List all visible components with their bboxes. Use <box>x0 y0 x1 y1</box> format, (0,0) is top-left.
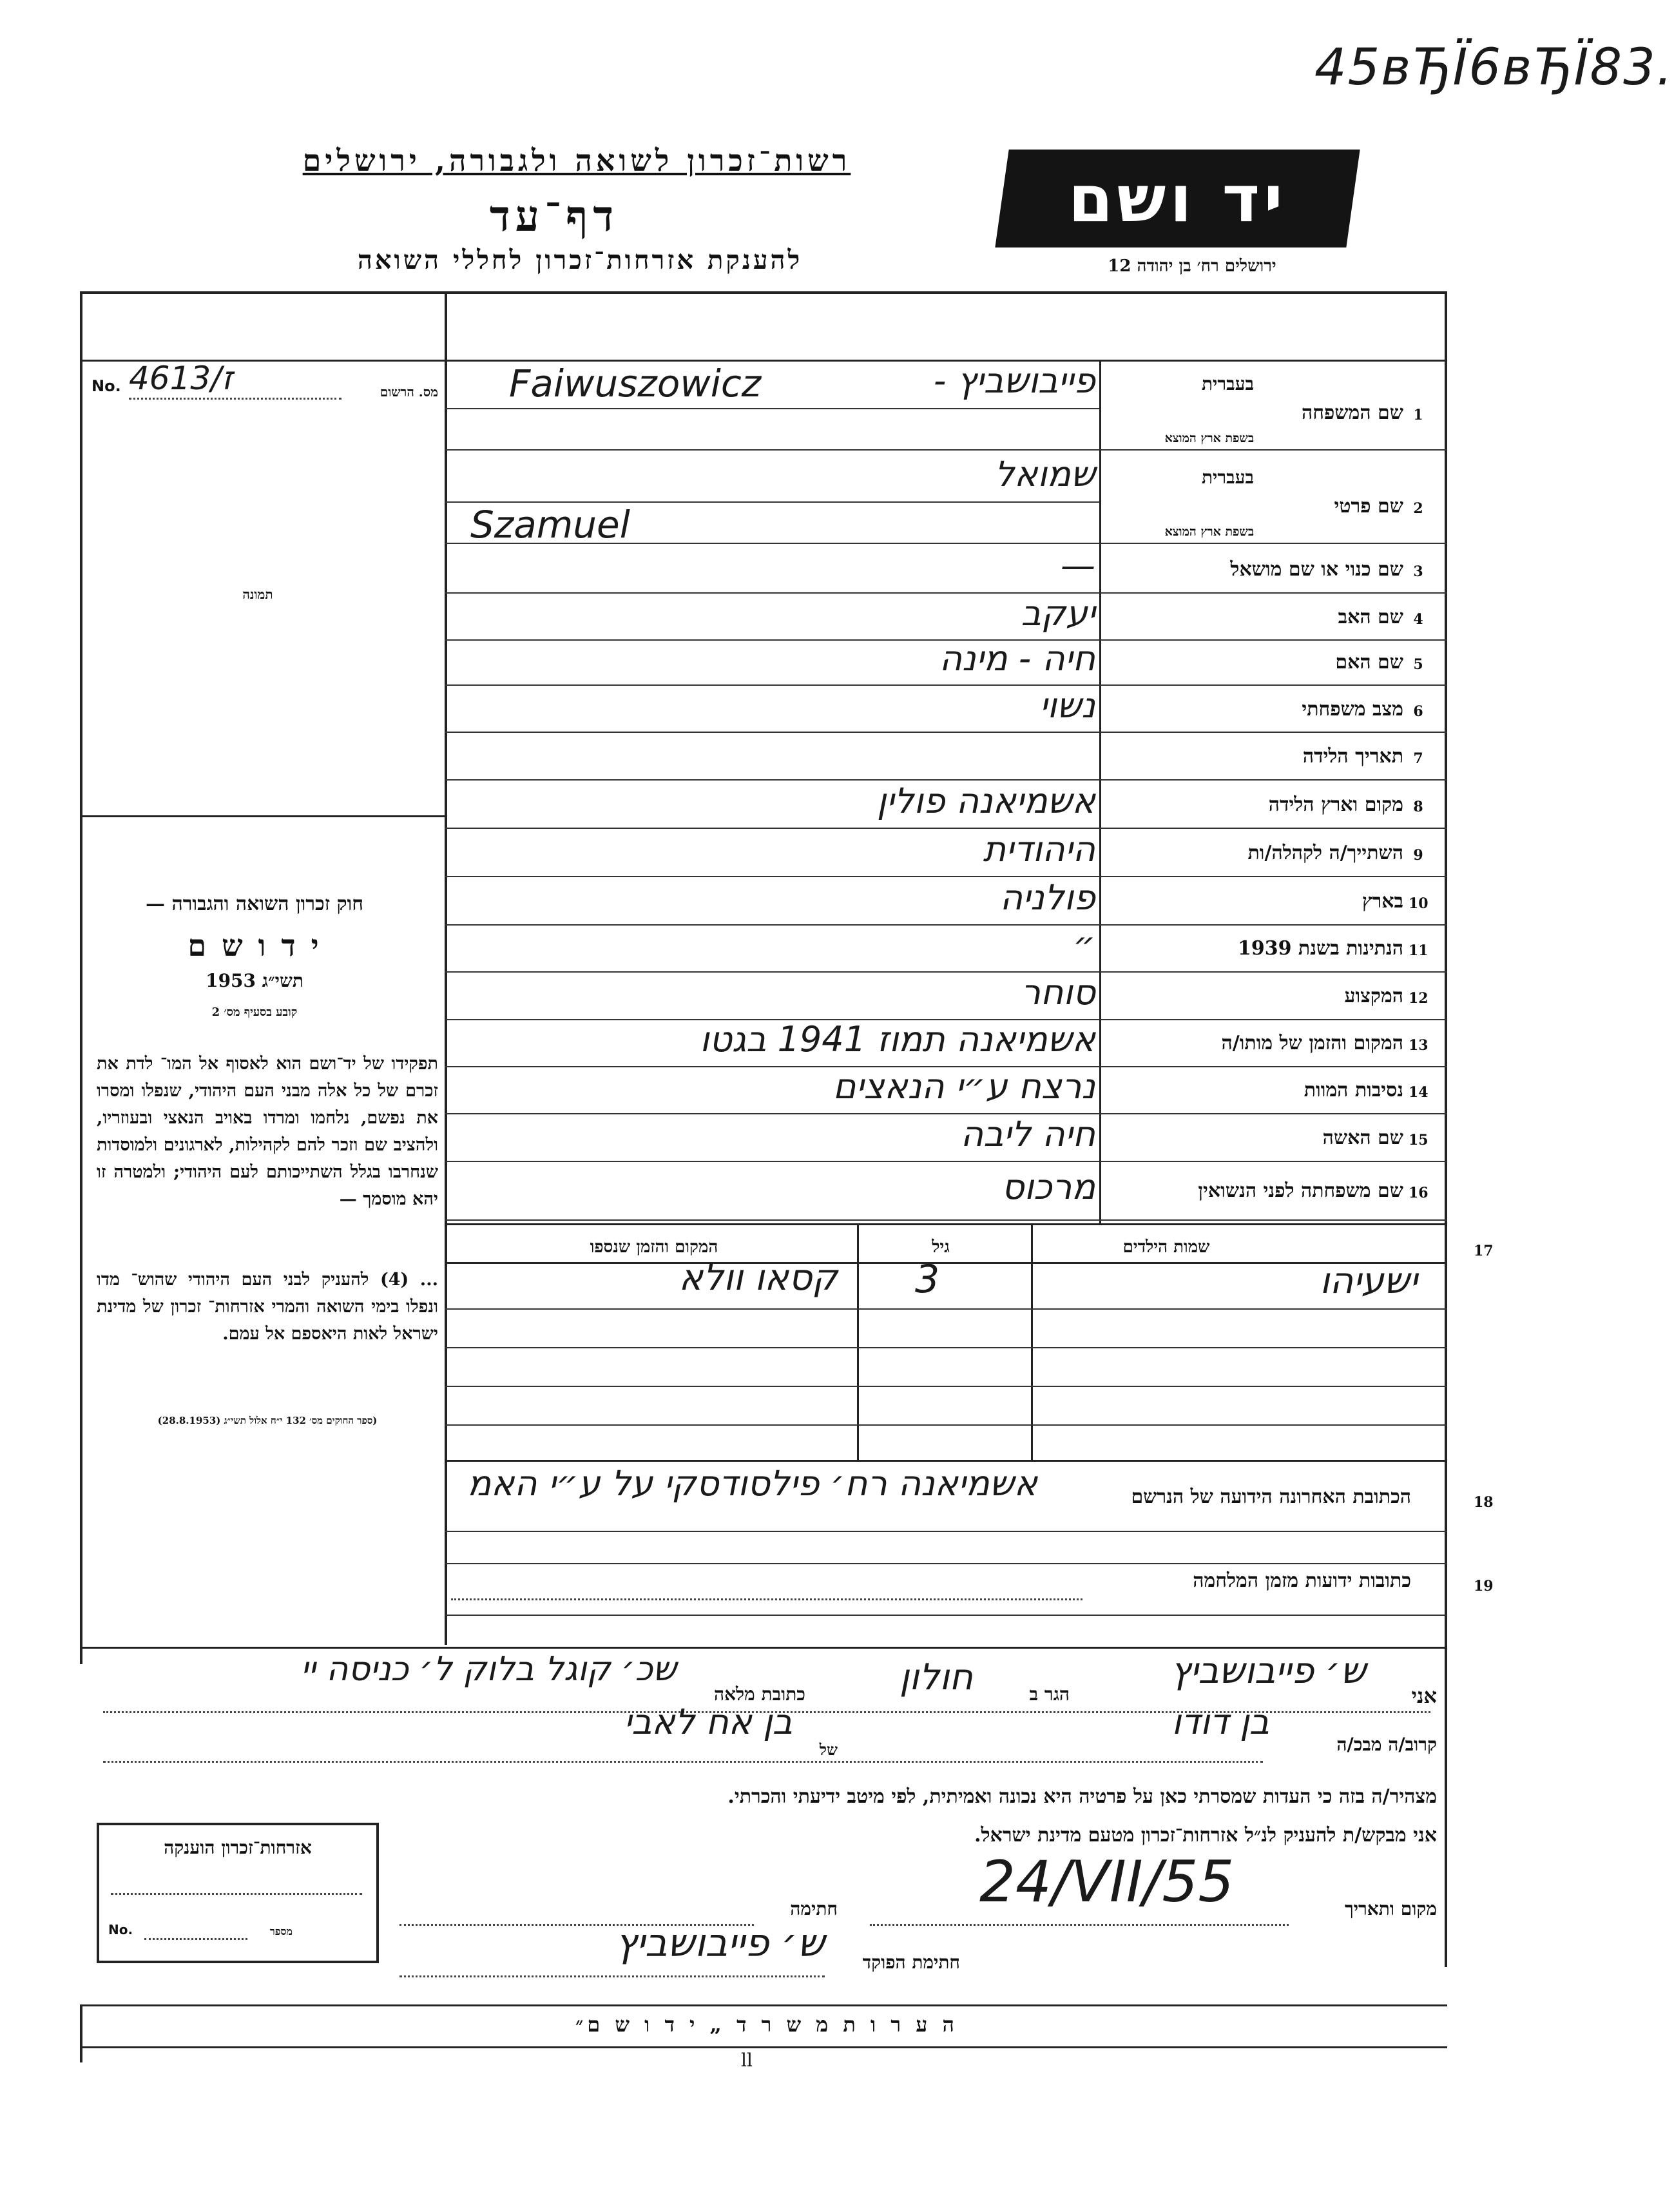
field-sub-hebrew: בעברית <box>1201 467 1254 488</box>
field-label: שם האם <box>1335 651 1403 674</box>
field19-line-1 <box>445 1563 1447 1564</box>
field-label: שם פרטי <box>1334 495 1403 518</box>
field-label: המקצוע <box>1344 985 1403 1007</box>
field-value: חיה ליבה <box>960 1114 1095 1154</box>
field-label: שם האשה <box>1322 1127 1403 1149</box>
logo-address: ירושלים רח׳ בן יהודה 12 <box>1108 257 1276 276</box>
field-row <box>445 924 1447 973</box>
law-name: י ד ו ש ם <box>188 928 322 963</box>
field-row <box>445 454 1447 547</box>
law-source: (ספר החוקים מס׳ 132 י״ח אלול תשי״ג (28.8.1953) <box>157 1415 378 1426</box>
field-label: שם האב <box>1338 606 1403 628</box>
field-row <box>445 1116 1447 1163</box>
field-value-latin: Faiwuszowicz <box>509 362 762 405</box>
field-value: — <box>1061 545 1095 586</box>
children-row-line-1 <box>445 1308 1447 1310</box>
footer-top-line <box>80 2004 1447 2006</box>
decl-of-value: בן אח לאבי <box>624 1702 793 1742</box>
field-num: 13 <box>1409 1037 1429 1054</box>
children-top-line <box>445 1223 1447 1225</box>
field-row <box>445 831 1447 878</box>
field-row-line <box>445 1219 1447 1221</box>
official-sig-label: חתימת הפוקד <box>862 1952 960 1973</box>
form-subtitle: להענקת אזרחות־זכרון לחללי השואה <box>357 245 803 275</box>
field-num: 14 <box>1409 1084 1429 1101</box>
citizenship-no-label: No. <box>108 1922 133 1937</box>
place-date-label: מקום ותאריך <box>1344 1898 1437 1919</box>
decl-resides-label: הגר ב <box>1029 1683 1070 1705</box>
citizenship-number-label: מספר <box>269 1925 293 1937</box>
field19-label: כתובות ידועות מזמן המלחמה <box>1193 1569 1411 1592</box>
children-row-line-3 <box>445 1386 1447 1387</box>
decl-line-2 <box>103 1761 1263 1763</box>
field-row <box>445 1019 1447 1068</box>
field-value: יעקב <box>1021 593 1095 634</box>
children-col-place: המקום והזמן שנספו <box>590 1237 718 1257</box>
field-num: 11 <box>1409 942 1429 959</box>
law-text-2: ... (4) להעניק לבני העם היהודי שהוש־ מדו ונפלו בימי השואה והמרי אזרחות־ זכרון של מדינת ישראל לאות היאספם אל עמם. <box>97 1270 439 1344</box>
field-num: 15 <box>1409 1132 1429 1149</box>
field-num: 5 <box>1413 656 1423 673</box>
field-value: שמואל <box>994 454 1095 494</box>
registration-dots <box>129 398 342 400</box>
photo-label: תמונה <box>242 587 273 602</box>
field-row <box>445 1066 1447 1115</box>
field-row-line <box>445 732 1447 733</box>
office-notes: ה ע ר ו ת מ ש ר ד „ י ד ו ש ם״ <box>575 2012 958 2037</box>
field-num: 9 <box>1413 847 1423 864</box>
citizenship-dots-2 <box>144 1938 247 1940</box>
child-name: ישעיהו <box>1320 1260 1418 1302</box>
law-clause: קובע בסעיף מס׳ 2 <box>211 1005 298 1019</box>
law-title: חוק זכרון השואה והגבורה — <box>146 893 363 915</box>
field-label: תאריך הלידה <box>1302 745 1403 768</box>
decl-statement: מצהיר/ה בזה כי העדות שמסרתי כאן על פרטיה היא נכונה ואמיתית, לפי מיטב ידיעתי והכרתי. <box>727 1785 1437 1808</box>
footer-left-edge <box>80 2004 82 2062</box>
authority-line: רשות־זכרון לשואה ולגבורה, ירושלים <box>302 143 851 178</box>
field-value: נשוי <box>1039 685 1095 726</box>
field-sub-origin: בשפת ארץ המוצא <box>1164 431 1254 445</box>
field-value: אשמיאנה תמוז 1941 בגטו <box>700 1019 1095 1060</box>
field-sub-hebrew: בעברית <box>1201 373 1254 394</box>
official-sig-value: ש׳ פייבושביץ <box>615 1921 825 1966</box>
field-sub-origin: בשפת ארץ המוצא <box>1164 525 1254 539</box>
decl-of-label: של <box>819 1740 838 1759</box>
field18-num: 18 <box>1474 1494 1494 1511</box>
field-row-line <box>445 1161 1447 1162</box>
archive-number: 45вЂЇ6вЂЇ83. <box>1314 39 1674 97</box>
children-col-divider-1 <box>1031 1223 1033 1462</box>
decl-address-value: שכ׳ קוגל בלוק ל׳ כניסה יי <box>300 1650 677 1689</box>
field-label: שם משפחתה לפני הנשואין <box>1198 1179 1403 1202</box>
place-date-dots <box>870 1924 1289 1926</box>
field18-line <box>445 1531 1447 1532</box>
children-num: 17 <box>1474 1243 1494 1259</box>
field-label: נסיבות המוות <box>1304 1079 1403 1101</box>
registration-label: מס. הרשום <box>380 384 438 400</box>
decl-resides-value: חולון <box>899 1656 973 1698</box>
field-num: 1 <box>1413 407 1423 423</box>
official-sig-dots <box>399 1975 825 1977</box>
field-value: היהודית <box>983 829 1095 869</box>
field-row <box>445 735 1447 781</box>
form-title: דף־עד <box>489 191 619 241</box>
frame-left <box>80 291 82 1664</box>
decl-request: אני מבקש/ת להעניק לנ״ל אזרחות־זכרון מטעם מדינת ישראל. <box>974 1824 1437 1847</box>
field-row <box>445 877 1447 926</box>
decl-relation-value: בן דודו <box>1171 1702 1269 1742</box>
field-value: פייבושביץ - <box>933 360 1095 401</box>
footer-bottom-line <box>80 2046 1447 2048</box>
children-row-line-2 <box>445 1347 1447 1348</box>
field-row <box>445 685 1447 733</box>
field-num: 2 <box>1413 500 1423 517</box>
yad-vashem-logo <box>995 150 1360 247</box>
child-place: קסאו וולא <box>678 1257 838 1299</box>
field-num: 8 <box>1413 799 1423 815</box>
decl-name: ש׳ פייבושביץ <box>1170 1650 1366 1692</box>
field-value-latin: Szamuel <box>470 503 630 547</box>
field-row <box>445 545 1447 594</box>
left-photo-bottom <box>80 815 445 817</box>
field-num: 6 <box>1413 703 1423 720</box>
frame-top <box>80 291 1447 294</box>
logo-text: יד ושם <box>1068 160 1287 237</box>
field-label: שם המשפחה <box>1301 402 1403 424</box>
field-value: סוחר <box>1021 972 1095 1013</box>
field-label: שם כנוי או שם מושאל <box>1230 558 1403 581</box>
field-row <box>445 972 1447 1021</box>
field-label: הנתינות בשנת 1939 <box>1237 937 1403 960</box>
field-value: נרצח ע״י הנאצים <box>832 1066 1095 1107</box>
law-year: תשי״ג 1953 <box>206 970 303 991</box>
field-num: 16 <box>1409 1185 1429 1201</box>
field-num: 7 <box>1413 750 1423 767</box>
field-label: מצב משפחתי <box>1302 698 1403 721</box>
law-text-1: תפקידו של יד־ושם הוא לאסוף אל המו־ לדת את זכרם של כל אלה מבני העם היהודי, שנפלו ומסרו את נפשם, נלחמו ומרדו באויב הנאצי ובעוזריו, ולהציב שם וזכר להם לקהילות, לארגונים ולמוסדות שנחרבו בגלל השתייכותם לעם היהודי; ולמטרה זו יהא מוסמך — <box>97 1054 438 1209</box>
field-label: בארץ <box>1361 890 1403 913</box>
field19-line-2 <box>445 1615 1447 1616</box>
field-label: המקום והזמן של מותו/ה <box>1221 1032 1403 1054</box>
place-date-value: 24/VII/55 <box>979 1848 1235 1915</box>
field-row <box>445 593 1447 641</box>
children-col-divider-2 <box>857 1223 859 1462</box>
decl-address-label: כתובת מלאה <box>713 1683 805 1705</box>
field-num: 4 <box>1413 611 1423 628</box>
registration-value: 4613/ז <box>129 360 233 397</box>
field18-value: אשמיאנה רח׳ פילסודסקי על ע״י האמ <box>467 1463 1037 1504</box>
field19-dots <box>451 1598 1082 1600</box>
main-table-bottom <box>80 1647 1447 1649</box>
field19-num: 19 <box>1474 1578 1494 1595</box>
citizenship-dots-1 <box>111 1893 362 1895</box>
field18-label: הכתובת האחרונה הידועה של הנרשם <box>1131 1486 1411 1508</box>
field-num: 3 <box>1413 563 1423 580</box>
field-num: 10 <box>1409 895 1429 912</box>
field-value: מרכוס <box>1001 1167 1095 1207</box>
field-row <box>445 1163 1447 1221</box>
children-col-names: שמות הילדים <box>1122 1237 1210 1257</box>
citizenship-title: אזרחות־זכרון הוענקה <box>164 1837 312 1858</box>
field-row <box>445 783 1447 830</box>
field-label: מקום וארץ הלידה <box>1268 793 1403 816</box>
no-label: No. <box>91 377 121 395</box>
children-bottom-line <box>445 1460 1447 1462</box>
corner-mark: ll <box>741 2050 753 2071</box>
signature-label: חתימה <box>790 1898 838 1919</box>
field-row <box>445 360 1447 451</box>
child-age: 3 <box>915 1257 940 1302</box>
children-col-age: גיל <box>932 1237 950 1257</box>
field-value: ״ <box>1073 924 1095 965</box>
field-value: פולניה <box>999 877 1095 918</box>
field-mid-line <box>445 408 1099 409</box>
children-row-line-4 <box>445 1424 1447 1426</box>
field-row-line <box>445 449 1447 451</box>
citizenship-box <box>97 1823 379 1963</box>
field-value: אשמיאנה פולין <box>876 781 1095 821</box>
field-num: 12 <box>1409 990 1429 1007</box>
decl-ani: אני <box>1411 1683 1437 1708</box>
field-label: השתייך/ה לקהלה/ות <box>1247 842 1403 864</box>
field-value: חיה - מינה <box>939 638 1095 679</box>
field-row <box>445 638 1447 686</box>
decl-relation-label: קרוב/ה מבכ/ה <box>1336 1734 1437 1755</box>
